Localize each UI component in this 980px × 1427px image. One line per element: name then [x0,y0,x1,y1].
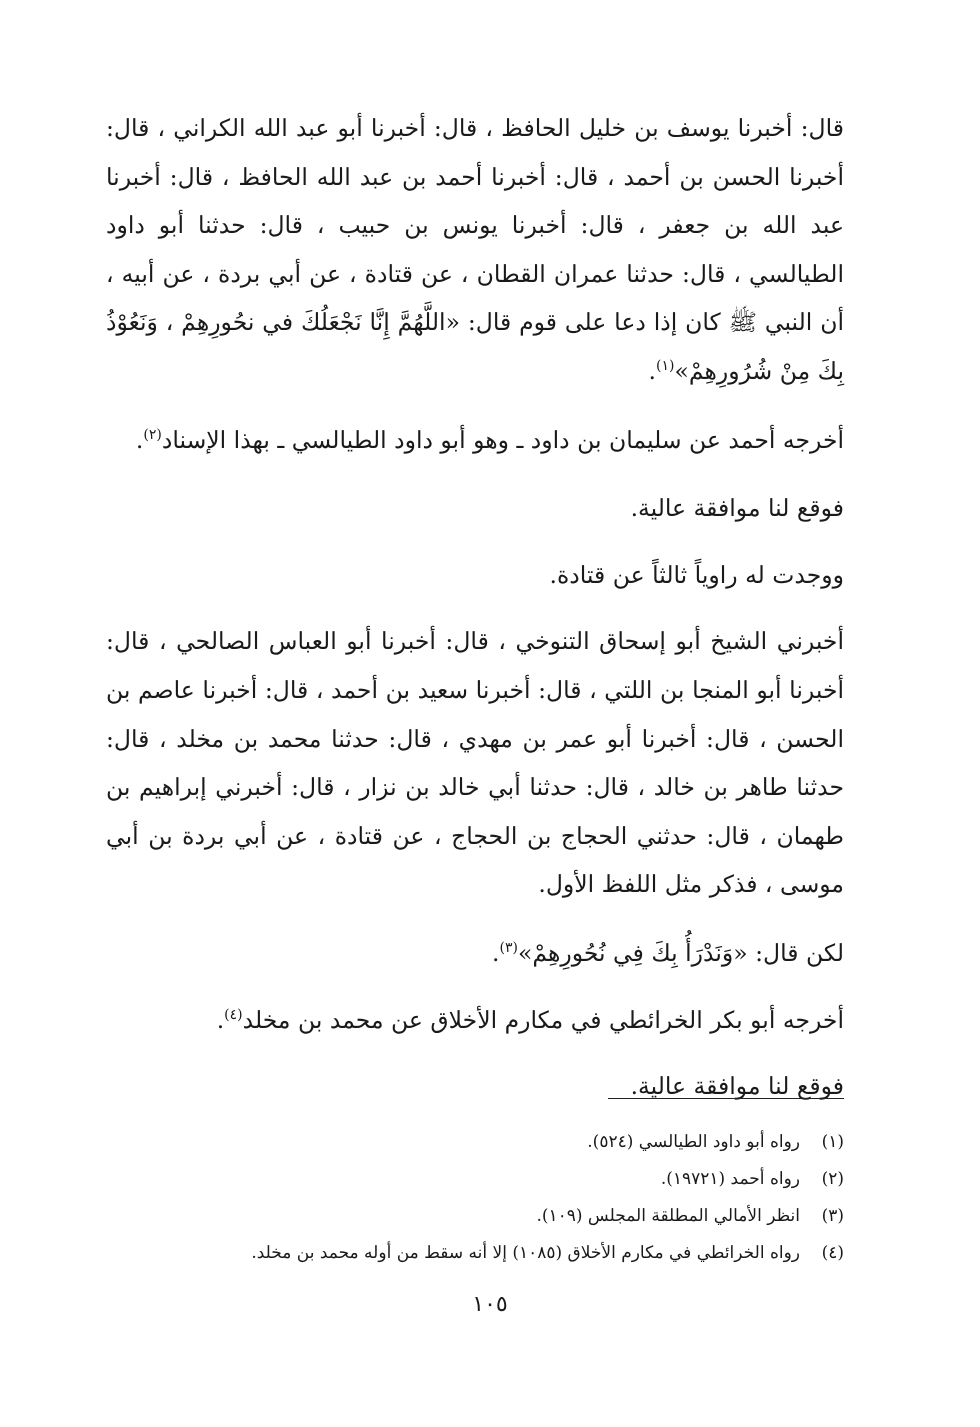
footnote-ref-2[interactable]: (٢) [143,426,162,443]
paragraph-5: أخبرني الشيخ أبو إسحاق التنوخي ، قال: أخبرنا أبو العباس الصالحي ، قال: أخبرنا أبو المنجا بن اللتي ، قال: أخبرنا سعيد بن أحمد ، قال: أخبرنا عاصم بن الحسن ، قال: أخبرنا أبو عمر بن مهدي ، قال: حدثنا محمد بن مخلد ، قال: حدثنا طاهر بن خالد ، قال: حدثنا أبي خالد بن نزار ، قال: أخبرني إبراهيم بن طهمان ، قال: حدثني الحجاج بن الحجاج ، عن قتادة ، عن أبي بردة بن أبي موسى ، فذكر مثل اللفظ الأول. [106,627,844,899]
footnote-text: رواه أبو داود الطيالسي (٥٢٤). [587,1132,800,1152]
paragraph-4: ووجدت له راوياً ثالثاً عن قتادة. [549,560,844,589]
footnote-number: (٣) [821,1206,844,1226]
footnote-2 [120,1161,844,1198]
footnote-number: (١) [821,1132,844,1152]
footnote-3 [120,1198,844,1235]
footnote-number: (٢) [821,1169,844,1189]
footnote-4 [120,1235,844,1272]
footnote-ref-1[interactable]: (١) [656,358,675,375]
paragraph-3: فوقع لنا موافقة عالية. [630,494,844,523]
footnote-ref-3[interactable]: (٣) [499,940,518,957]
footnote-text: انظر الأمالي المطلقة المجلس (١٠٩). [536,1206,800,1226]
paragraph-8: فوقع لنا موافقة عالية. [630,1072,844,1101]
page-number: ١٠٥ [472,1292,508,1317]
paragraph-1: قال: أخبرنا يوسف بن خليل الحافظ ، قال: أخبرنا أبو عبد الله الكراني ، قال: أخبرنا الحسن بن أحمد ، قال: أخبرنا أحمد بن عبد الله الحافظ ، قال: أخبرنا عبد الله بن جعفر ، قال: أخبرنا يونس بن حبيب ، قال: حدثنا أبو داود الطيالسي ، قال: حدثنا عمران القطان ، عن قتادة ، عن أبي بردة ، عن أبيه ، أن النبي ﷺ كان إذا دعا على قوم قال: «اللَّهُمَّ إِنَّا نَجْعَلُكَ في نحُورِهِمْ ، وَنَعُوْذُ بِكَ مِنْ شُرُورِهِمْ»$^{(١)}$. [106,114,844,385]
footnotes [120,1124,844,1272]
footnote-text: رواه الخرائطي في مكارم الأخلاق (١٠٨٥) إلا أنه سقط من أوله محمد بن مخلد. [251,1243,800,1263]
footnote-1 [120,1124,844,1161]
footnote-text: رواه أحمد (١٩٧٢١). [660,1169,800,1189]
paragraph-7: أخرجه أبو بكر الخرائطي في مكارم الأخلاق عن محمد بن مخلد$^{(٤)}$. [216,1005,844,1034]
paragraph-6: لكن قال: «وَنَدْرَأُ بِكَ فِي نُحُورِهِمْ»$^{(٣)}$. [492,938,844,967]
footnote-ref-4[interactable]: (٤) [224,1006,243,1023]
footnote-divider [608,1098,844,1099]
main-text [106,104,844,1111]
paragraph-2: أخرجه أحمد عن سليمان بن داود ـ وهو أبو داود الطيالسي ـ بهذا الإسناد$^{(٢)}$. [135,425,844,454]
footnote-number: (٤) [821,1243,844,1263]
